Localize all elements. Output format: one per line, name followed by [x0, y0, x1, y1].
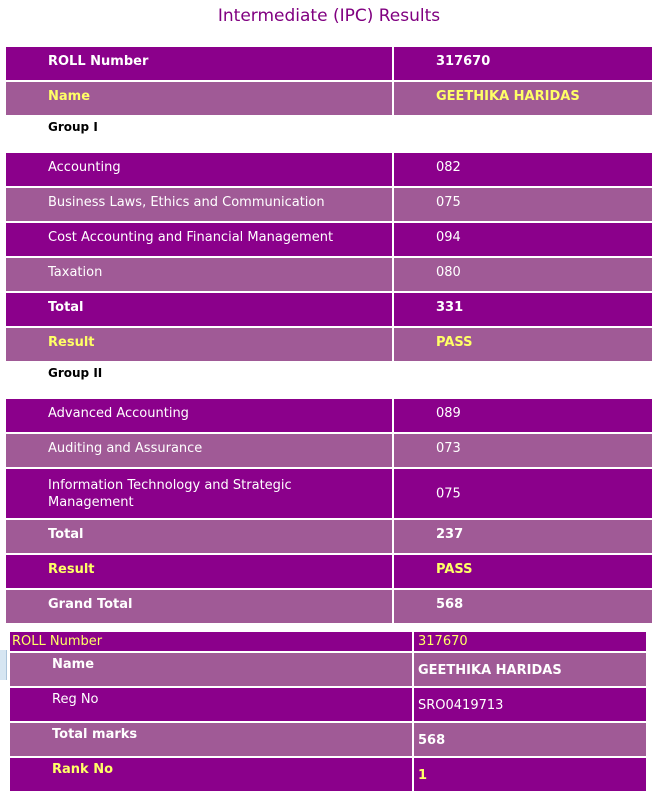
- group-2-heading: Group II: [48, 366, 103, 380]
- subject-row: [6, 469, 652, 518]
- roll-number-value: 317670: [436, 54, 491, 69]
- subject-marks: 089: [436, 406, 461, 421]
- grand-total-value: 568: [436, 597, 464, 612]
- summary-reg-label: Reg No: [52, 692, 99, 707]
- summary-rank-label: Rank No: [52, 762, 114, 777]
- subject-marks: 082: [436, 160, 461, 175]
- subject-row: [6, 434, 652, 467]
- subject-row: [6, 188, 652, 221]
- subject-name: Information Technology and Strategic Management: [48, 477, 292, 510]
- grand-total-row: [6, 590, 652, 623]
- total-value: 237: [436, 527, 464, 542]
- subject-marks: 075: [436, 195, 461, 210]
- subject-marks: 075: [436, 486, 461, 501]
- subject-name: Auditing and Assurance: [48, 441, 203, 456]
- summary-total-label: Total marks: [52, 727, 138, 742]
- group-2-total-row: [6, 520, 652, 553]
- group-2-result-row: [6, 555, 652, 588]
- grand-total-label: Grand Total: [48, 597, 133, 612]
- summary-roll-row: [10, 632, 646, 651]
- summary-reg-row: [10, 688, 646, 721]
- subject-name: Accounting: [48, 160, 121, 175]
- name-row: [6, 82, 652, 115]
- summary-roll-label: ROLL Number: [12, 634, 103, 649]
- result-label: Result: [48, 335, 95, 350]
- total-value: 331: [436, 300, 464, 315]
- subject-name: Advanced Accounting: [48, 406, 189, 421]
- summary-name-value: GEETHIKA HARIDAS: [418, 663, 562, 678]
- group-1-total-row: [6, 293, 652, 326]
- roll-number-row: [6, 47, 652, 80]
- roll-number-label: ROLL Number: [48, 54, 149, 69]
- subject-name: Cost Accounting and Financial Management: [48, 230, 334, 245]
- subject-row: [6, 153, 652, 186]
- subject-row: [6, 399, 652, 432]
- subject-row: [6, 223, 652, 256]
- group-1-result-row: [6, 328, 652, 361]
- page-title: Intermediate (IPC) Results: [217, 6, 441, 26]
- result-value: PASS: [436, 562, 473, 577]
- summary-reg-value: SRO0419713: [418, 698, 504, 713]
- total-label: Total: [48, 300, 84, 315]
- group-1-heading: Group I: [48, 120, 98, 134]
- summary-total-value: 568: [418, 733, 446, 748]
- subject-name: Taxation: [48, 265, 103, 280]
- summary-rank-value: 1: [418, 768, 428, 783]
- name-label: Name: [48, 89, 91, 104]
- summary-rank-row: [10, 758, 646, 791]
- subject-marks: 080: [436, 265, 461, 280]
- subject-marks: 073: [436, 441, 461, 456]
- result-label: Result: [48, 562, 95, 577]
- summary-roll-value: 317670: [418, 634, 468, 649]
- subject-row: [6, 258, 652, 291]
- subject-marks: 094: [436, 230, 461, 245]
- subject-name: Business Laws, Ethics and Communication: [48, 195, 325, 210]
- summary-name-row: [10, 653, 646, 686]
- name-value: GEETHIKA HARIDAS: [436, 89, 580, 104]
- total-label: Total: [48, 527, 84, 542]
- summary-total-row: [10, 723, 646, 756]
- result-value: PASS: [436, 335, 473, 350]
- side-edge-marker: [0, 650, 7, 680]
- summary-name-label: Name: [52, 657, 95, 672]
